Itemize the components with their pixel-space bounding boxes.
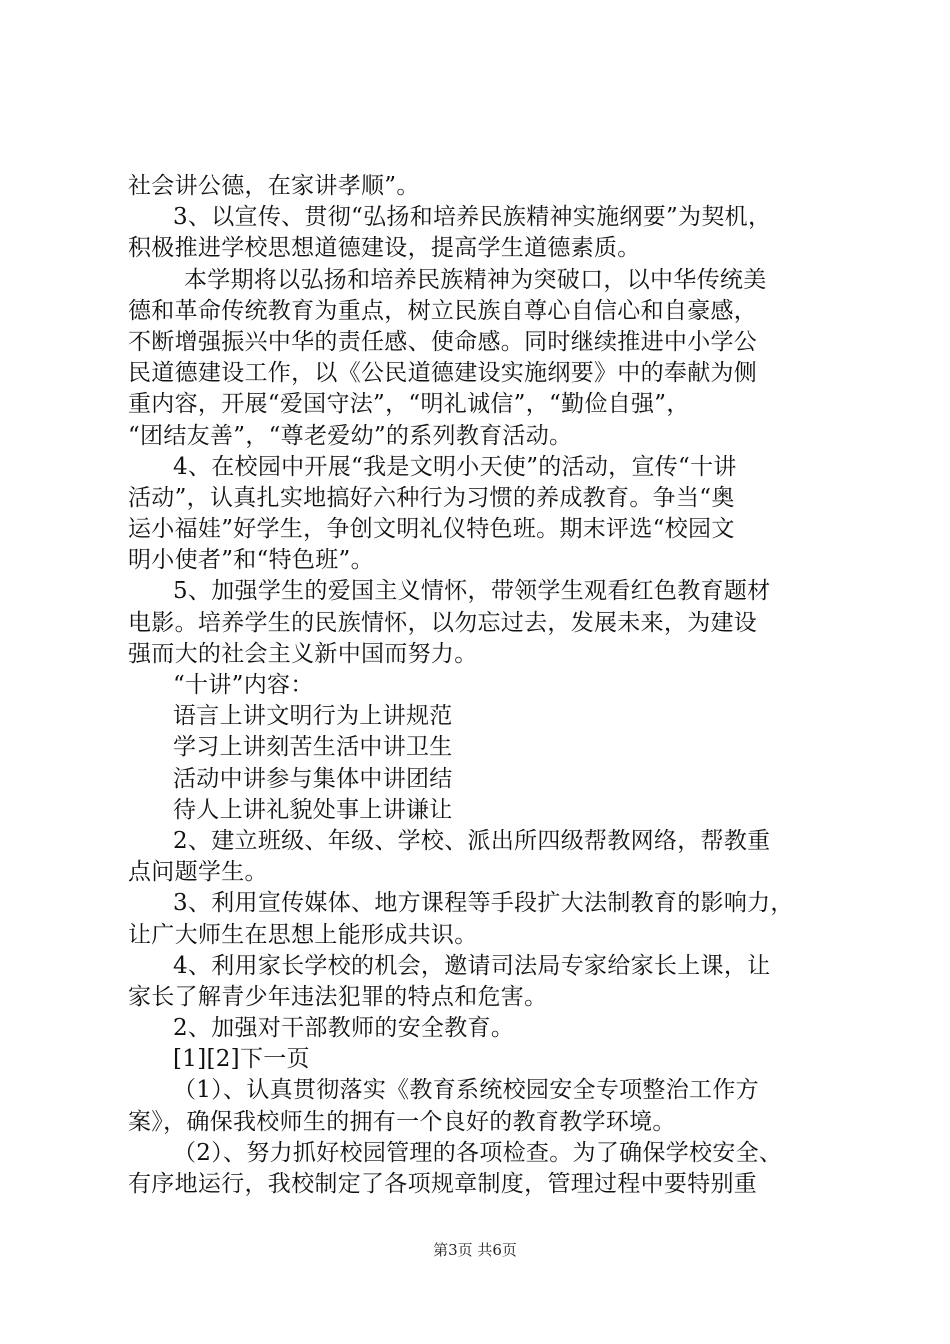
text-line: 点问题学生。	[128, 859, 268, 886]
text-line: 3、以宣传、贯彻“弘扬和培养民族精神实施纲要”为契机，	[173, 204, 772, 231]
text-line: 不断增强振兴中华的责任感、使命感。同时继续推进中小学公	[128, 328, 758, 355]
text-line: 运小福娃”好学生，争创文明礼仪特色班。期末评选“校园文	[128, 516, 735, 543]
text-line: 待人上讲礼貌处事上讲谦让	[173, 796, 453, 823]
text-line: 活动”，认真扎实地搞好六种行为习惯的养成教育。争当“奥	[128, 484, 735, 511]
text-line: 2、加强对干部教师的安全教育。	[173, 1015, 515, 1042]
text-line: 活动中讲参与集体中讲团结	[173, 765, 453, 792]
text-line: 4、利用家长学校的机会，邀请司法局专家给家长上课，让	[173, 952, 771, 979]
text-line: 民道德建设工作，以《公民道德建设实施纲要》中的奉献为侧	[128, 360, 758, 387]
text-line: 2、建立班级、年级、学校、派出所四级帮教网络，帮教重	[173, 827, 771, 854]
page-footer: 第3页 共6页	[433, 1241, 517, 1259]
text-line: 学习上讲刻苦生活中讲卫生	[173, 734, 453, 761]
text-line: 强而大的社会主义新中国而努力。	[128, 640, 478, 667]
text-line: 重内容，开展“爱国守法”，“明礼诚信”，“勤俭自强”，	[128, 391, 690, 418]
text-line: 5、加强学生的爱国主义情怀，带领学生观看红色教育题材	[173, 578, 771, 605]
text-line: （2）、努力抓好校园管理的各项检查。为了确保学校安全、	[173, 1139, 783, 1166]
document-body	[128, 171, 833, 1200]
text-line: 积极推进学校思想道德建设，提高学生道德素质。	[128, 235, 641, 262]
text-line: 有序地运行，我校制定了各项规章制度，管理过程中要特别重	[128, 1171, 758, 1197]
text-line: 语言上讲文明行为上讲规范	[173, 703, 453, 730]
text-line: （1）、认真贯彻落实《教育系统校园安全专项整治工作方	[173, 1077, 759, 1104]
text-line: 明小使者”和“特色班”。	[128, 547, 374, 574]
text-line: 社会讲公德，在家讲孝顺”。	[128, 173, 420, 199]
text-line: 3、利用宣传媒体、地方课程等手段扩大法制教育的影响力，	[173, 890, 794, 917]
text-line: 让广大师生在思想上能形成共识。	[128, 921, 478, 948]
text-line: 本学期将以弘扬和培养民族精神为突破口，以中华传统美	[184, 266, 767, 293]
text-line: “团结友善”，“尊老爱幼”的系列教育活动。	[128, 422, 573, 449]
text-line: 家长了解青少年违法犯罪的特点和危害。	[128, 983, 548, 1010]
text-line: 4、在校园中开展“我是文明小天使”的活动，宣传“十讲	[173, 453, 737, 480]
text-line: 德和革命传统教育为重点，树立民族自尊心自信心和自豪感，	[128, 297, 758, 324]
text-line: “十讲”内容：	[173, 672, 314, 698]
text-line: [1][2]下一页	[173, 1046, 310, 1073]
text-line: 案》，确保我校师生的拥有一个良好的教育教学环境。	[128, 1108, 676, 1135]
text-line: 电影。培养学生的民族情怀，以勿忘过去，发展未来，为建设	[128, 609, 758, 636]
